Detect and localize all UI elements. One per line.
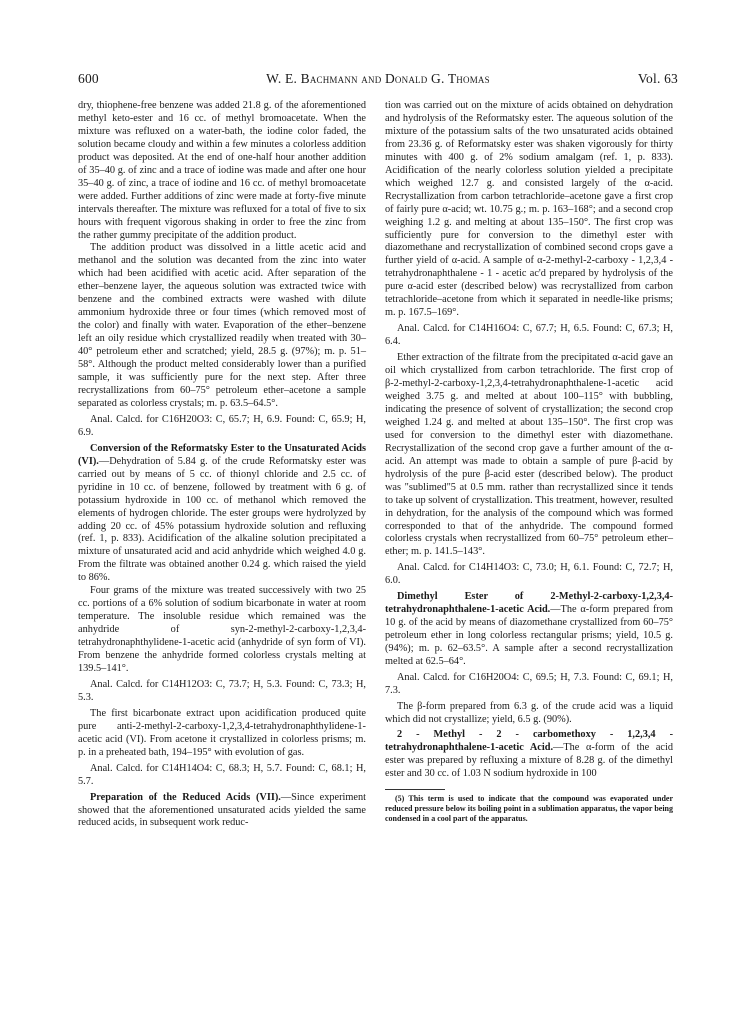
section-heading: 2 - Methyl - 2 - carbomethoxy - 1,2,3,4 - tetrahydronaphthalene-1-acetic Acid. [385, 728, 673, 753]
page-number: 600 [78, 71, 99, 86]
section-body: —Dehydration of 5.84 g. of the crude Reformatsky ester was carried out by means of 5 cc. of thionyl chloride and 2.5 cc. of pyridine in 10 cc. of benzene, followed by treatment with 6 g. of potassium hydroxide in 100 cc. of methanol which removed the elements of hydrogen chloride. The ester groups were hydrolyzed by adding 20 cc. of 45% potassium hydroxide solution and refluxing (ref. 1, p. 833). Acidification of the alkaline solution precipitated a mixture of unsaturated acid and acid anhydride which weighed 4.0 g. From the filtrate was obtained another 0.24 g. which raised the yield to 86%. [78, 455, 366, 584]
section-paragraph [78, 443, 366, 585]
section-heading: Preparation of the Reduced Acids (VII). [90, 791, 281, 803]
paragraph: The β-form prepared from 6.3 g. of the crude acid was a liquid which did not crystallize; yield, 6.5 g. (90%). [385, 700, 673, 725]
analysis-line: Anal. Calcd. for C14H16O4: C, 67.7; H, 6.5. Found: C, 67.3; H, 6.4. [385, 323, 673, 348]
section-body: —The α-form of the acid ester was prepared by refluxing a mixture of 8.28 g. of the dimethyl ester and 30 cc. of 1.03 N sodium hydroxide in 100 [385, 741, 673, 779]
analysis-line: Anal. Calcd. for C14H14O3: C, 73.0; H, 6.1. Found: C, 72.7; H, 6.0. [385, 562, 673, 587]
section-body: —Since experiment showed that the aforementioned unsaturated acids yielded the same reduced acids, in subsequent work reduc- [78, 791, 366, 829]
footnote: (5) This term is used to indicate that the compound was evaporated under reduced pressure below its boiling point in a sublimation apparatus, the vapor being condensed in a cool part of the apparatus. [385, 793, 673, 823]
section-body: —The α-form prepared from 10 g. of the acid by means of diazomethane crystallized from 60–75° petroleum ether in long colorless rectangular prisms; yield, 10.5 g. (94%); m. p. 62–63.5°. A sample after a second recrystallization melted at 62.5–64°. [385, 604, 673, 668]
paragraph: dry, thiophene-free benzene was added 21.8 g. of the aforementioned methyl keto-ester and 16 cc. of methyl bromoacetate. When the mixture was refluxed on a water-bath, the iodine color faded, the solution became cloudy and within a few minutes a colorless addition product was deposited. At the end of one-half hour another addition of 35–40 g. of zinc and a trace of iodine was made and after one hour 35–40 g. of zinc, a trace of iodine and 16 cc. of methyl bromoacetate were added. Further additions of zinc were made at forty-five minute intervals thereafter. The mixture was refluxed for a total of five to six hours with frequent vigorous shaking in order to free the zinc from the rather gummy precipitate of the addition product. [78, 100, 366, 241]
paragraph: The first bicarbonate extract upon acidification produced quite pure anti-2-methyl-2-carboxy-1,2,3,4-tetrahydronaphthylidene-1-acetic acid (VI). From acetone it crystallized in colorless prisms; m. p. in a preheated bath, 194–195° with evolution of gas. [78, 707, 366, 758]
section-heading: Dimethyl Ester of 2-Methyl-2-carboxy-1,2,3,4-tetrahydronaphthalene-1-acetic Acid. [385, 591, 673, 616]
analysis-line: Anal. Calcd. for C16H20O3: C, 65.7; H, 6.9. Found: C, 65.9; H, 6.9. [78, 413, 366, 438]
section-paragraph [385, 591, 673, 669]
section-paragraph [78, 792, 366, 831]
paragraph: Ether extraction of the filtrate from the precipitated α-acid gave an oil which crystallized from carbon tetrachloride. The first crop of β-2-methyl-2-carboxy-1,2,3,4-tetrahydronaphthalene-1-acetic acid weighed 3.75 g. and melted at about 100–115° with bubbling, indicating the presence of solvent of crystallization; the second crop weighed 1.24 g. and melted at about 135–150°. The first crop was used for conversion to the dimethyl ester with diazomethane. Recrystallization of the second crop gave a further amount of the α-acid. An attempt was made to obtain a sample of pure β-acid by hydrolysis of the pure β-acid ester (described below). The product was "sublimed"5 at 0.5 mm. rather than recrystallized since it tends to take up solvent of crystallization. This treatment, however, resulted in dehydration, for the analysis of the compound which was formed corresponded to that of the anhydride. The compound formed colorless crystals when recrystallized from 60–75° petroleum ether–ether; m. p. 141.5–143°. [385, 352, 673, 558]
footnote-divider [385, 789, 445, 790]
analysis-line: Anal. Calcd. for C14H12O3: C, 73.7; H, 5.3. Found: C, 73.3; H, 5.3. [78, 678, 366, 703]
running-authors: W. E. Bachmann and Donald G. Thomas [266, 71, 490, 86]
section-paragraph [385, 729, 673, 781]
section-heading: Conversion of the Reformatsky Ester to the Unsaturated Acids (VI). [78, 442, 366, 467]
running-header [78, 71, 678, 89]
paragraph: Four grams of the mixture was treated successively with two 25 cc. portions of a 6% solution of sodium bicarbonate in water at room temperature. The insoluble residue which remained was the anhydride of syn-2-methyl-2-carboxy-1,2,3,4-tetrahydronaphthylidene-1-acetic acid (anhydride of syn form of VI). From benzene the anhydride formed colorless crystals melting at 139.5–141°. [78, 585, 366, 674]
paragraph: The addition product was dissolved in a little acetic acid and methanol and the solution was decanted from the zinc into water which had been acidified with acetic acid. After separation of the ether–benzene layer, the aqueous solution was extracted twice with benzene and the combined extracts were washed with dilute ammonium hydroxide three or four times (which removed most of the color) and finally with water. Evaporation of the ether–benzene left an oily residue which crystallized readily when treated with 30–40° petroleum ether and scratched; yield, 28.5 g. (97%); m. p. 51–58°. Although the product melted considerably lower than a purified sample, it was sufficiently pure for the next step. After three recrystallizations from 60–75° petroleum ether–acetone a sample separated as colorless crystals; m. p. 63.5–64.5°. [78, 242, 366, 409]
analysis-line: Anal. Calcd. for C16H20O4: C, 69.5; H, 7.3. Found: C, 69.1; H, 7.3. [385, 671, 673, 696]
left-column [78, 100, 366, 830]
right-column [385, 100, 673, 824]
paragraph: tion was carried out on the mixture of acids obtained on dehydration and hydrolysis of the Reformatsky ester. The aqueous solution of the mixture of the potassium salts of the two unsaturated acids obtained from 23.36 g. of Reformatsky ester was shaken vigorously for thirty minutes with 400 g. of 2% sodium amalgam (ref. 1, p. 833). Acidification of the nearly colorless solution yielded a precipitate which weighed 12.7 g. and consisted largely of the α-acid. Recrystallization from carbon tetrachloride–acetone gave a first crop of fairly pure α-acid; wt. 10.75 g.; m. p. 163–168°; and a second crop weighing 1.2 g. and melting at about 135–150°. The first crop was sufficiently pure for conversion to the dimethyl ester with diazomethane and recrystallization of combined second crops gave a further yield of α-acid. A sample of α-2-methyl-2-carboxy - 1,2,3,4 - tetrahydronaphthalene - 1 - acetic ac'd prepared by hydrolysis of the pure α-acid ester (described below) was recrystallized from carbon tetrachloride–acetone from which it separated in needle-like prisms; m. p. 167.5–169°. [385, 100, 673, 319]
volume-label: Vol. 63 [637, 71, 678, 86]
analysis-line: Anal. Calcd. for C14H14O4: C, 68.3; H, 5.7. Found: C, 68.1; H, 5.7. [78, 762, 366, 787]
